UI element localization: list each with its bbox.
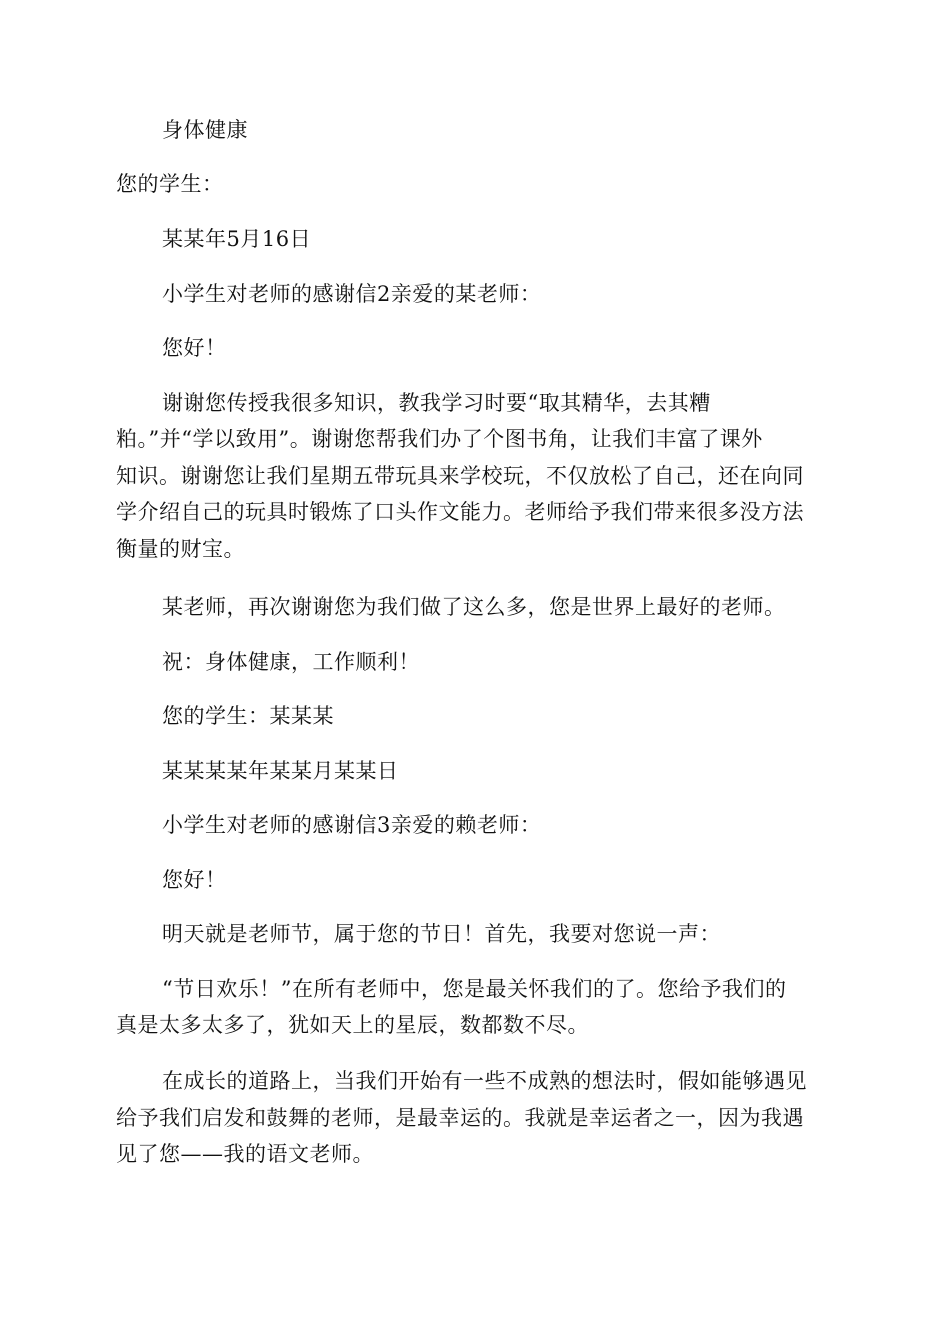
signature-label: 您的学生： — [116, 172, 224, 196]
greeting-line: 您好！ — [162, 868, 227, 892]
paragraph-line: 在成长的道路上，当我们开始有一些不成熟的想法时，假如能够遇见 — [162, 1069, 807, 1093]
paragraph-line: 粕。”并“学以致用”。谢谢您帮我们办了个图书角，让我们丰富了课外 — [116, 427, 763, 451]
paragraph-line: 某老师，再次谢谢您为我们做了这么多，您是世界上最好的老师。 — [162, 595, 786, 619]
paragraph-line: 学介绍自己的玩具时锻炼了口头作文能力。老师给予我们带来很多没方法 — [116, 500, 804, 524]
date-line: 某某某某年某某月某某日 — [162, 759, 399, 783]
paragraph-line: 给予我们启发和鼓舞的老师，是最幸运的。我就是幸运者之一，因为我遇 — [116, 1106, 804, 1130]
letter-2-heading: 小学生对老师的感谢信2亲爱的某老师： — [162, 282, 542, 306]
signature-line: 您的学生：某某某 — [162, 704, 334, 728]
date-line: 某某年5月16日 — [162, 227, 312, 251]
closing-wish-line: 身体健康 — [162, 118, 248, 142]
paragraph-line: 衡量的财宝。 — [116, 537, 245, 561]
closing-wish-line: 祝：身体健康，工作顺利！ — [162, 650, 420, 674]
paragraph-line: 明天就是老师节，属于您的节日！首先，我要对您说一声： — [162, 922, 721, 946]
paragraph-line: 谢谢您传授我很多知识，教我学习时要“取其精华，去其糟 — [162, 391, 711, 415]
paragraph-line: 真是太多太多了，犹如天上的星辰，数都数不尽。 — [116, 1013, 589, 1037]
greeting-line: 您好！ — [162, 336, 227, 360]
paragraph-line: 知识。谢谢您让我们星期五带玩具来学校玩，不仅放松了自己，还在向同 — [116, 464, 804, 488]
letter-3-heading: 小学生对老师的感谢信3亲爱的赖老师： — [162, 813, 542, 837]
paragraph-line: 见了您——我的语文老师。 — [116, 1142, 374, 1166]
paragraph-line: “节日欢乐！”在所有老师中，您是最关怀我们的了。您给予我们的 — [162, 977, 787, 1001]
